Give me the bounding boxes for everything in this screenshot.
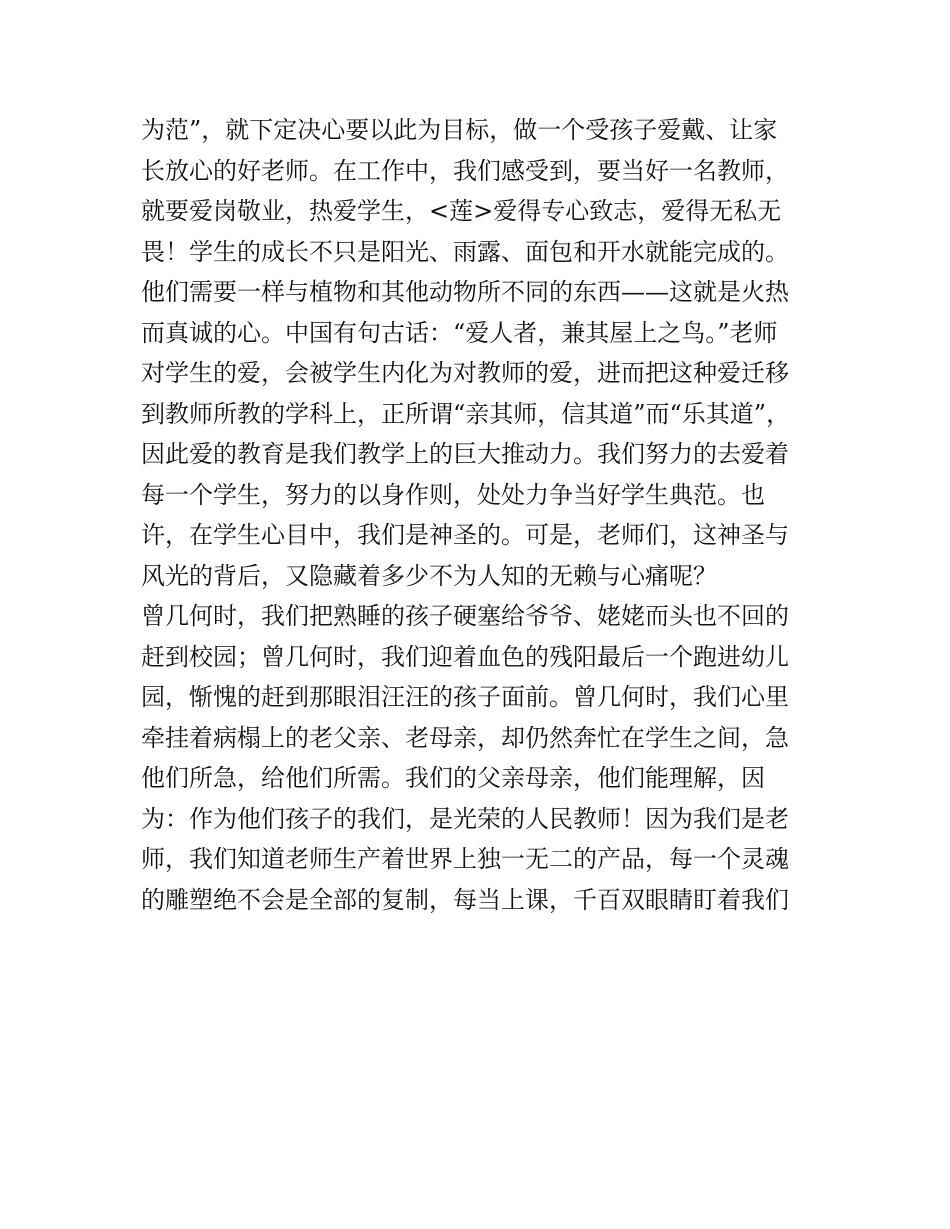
text-line: 每一个学生，努力的以身作则，处处力争当好学生典范。也 — [141, 480, 765, 509]
text-line: 风光的背后，又隐藏着多少不为人知的无赖与心痛呢？ — [141, 561, 717, 590]
text-line: 许，在学生心目中，我们是神圣的。可是，老师们，这神圣与 — [141, 521, 789, 549]
text-line: 赶到校园；曾几何时，我们迎着血色的残阳最后一个跑进幼儿 — [141, 642, 789, 671]
text-line: 他们需要一样与植物和其他动物所不同的东西——这就是火热 — [141, 278, 789, 306]
text-line: 为范”，就下定决心要以此为目标，做一个受孩子爱戴、让家 — [141, 116, 778, 144]
text-line: 他们所急，给他们所需。我们的父亲母亲，他们能理解，因 — [141, 764, 765, 792]
text-line: 牵挂着病榻上的老父亲、老母亲，却仍然奔忙在学生之间，急 — [141, 723, 789, 752]
text-line: 就要爱岗敬业，热爱学生，<莲>爱得专心致志，爱得无私无 — [141, 197, 782, 225]
body-text — [141, 110, 813, 920]
text-line: 对学生的爱，会被学生内化为对教师的爱，进而把这种爱迁移 — [141, 359, 789, 387]
text-line: 长放心的好老师。在工作中，我们感受到，要当好一名教师， — [141, 156, 789, 185]
text-line: 畏！学生的成长不只是阳光、雨露、面包和开水就能完成的。 — [141, 237, 789, 266]
text-line: 曾几何时，我们把熟睡的孩子硬塞给爷爷、姥姥而头也不回的 — [141, 602, 789, 630]
text-line: 而真诚的心。中国有句古话：“爱人者，兼其屋上之鸟。”老师 — [141, 318, 778, 347]
text-line: 园，惭愧的赶到那眼泪汪汪的孩子面前。曾几何时，我们心里 — [141, 683, 789, 711]
text-line: 为：作为他们孩子的我们，是光荣的人民教师！因为我们是老 — [141, 804, 789, 833]
text-line: 的雕塑绝不会是全部的复制，每当上课，千百双眼睛盯着我们 — [141, 885, 789, 914]
text-line: 师，我们知道老师生产着世界上独一无二的产品，每一个灵魂 — [141, 845, 789, 873]
text-line: 因此爱的教育是我们教学上的巨大推动力。我们努力的去爱着 — [141, 440, 789, 468]
text-line: 到教师所教的学科上，正所谓“亲其师，信其道”而“乐其道”， — [141, 399, 791, 428]
